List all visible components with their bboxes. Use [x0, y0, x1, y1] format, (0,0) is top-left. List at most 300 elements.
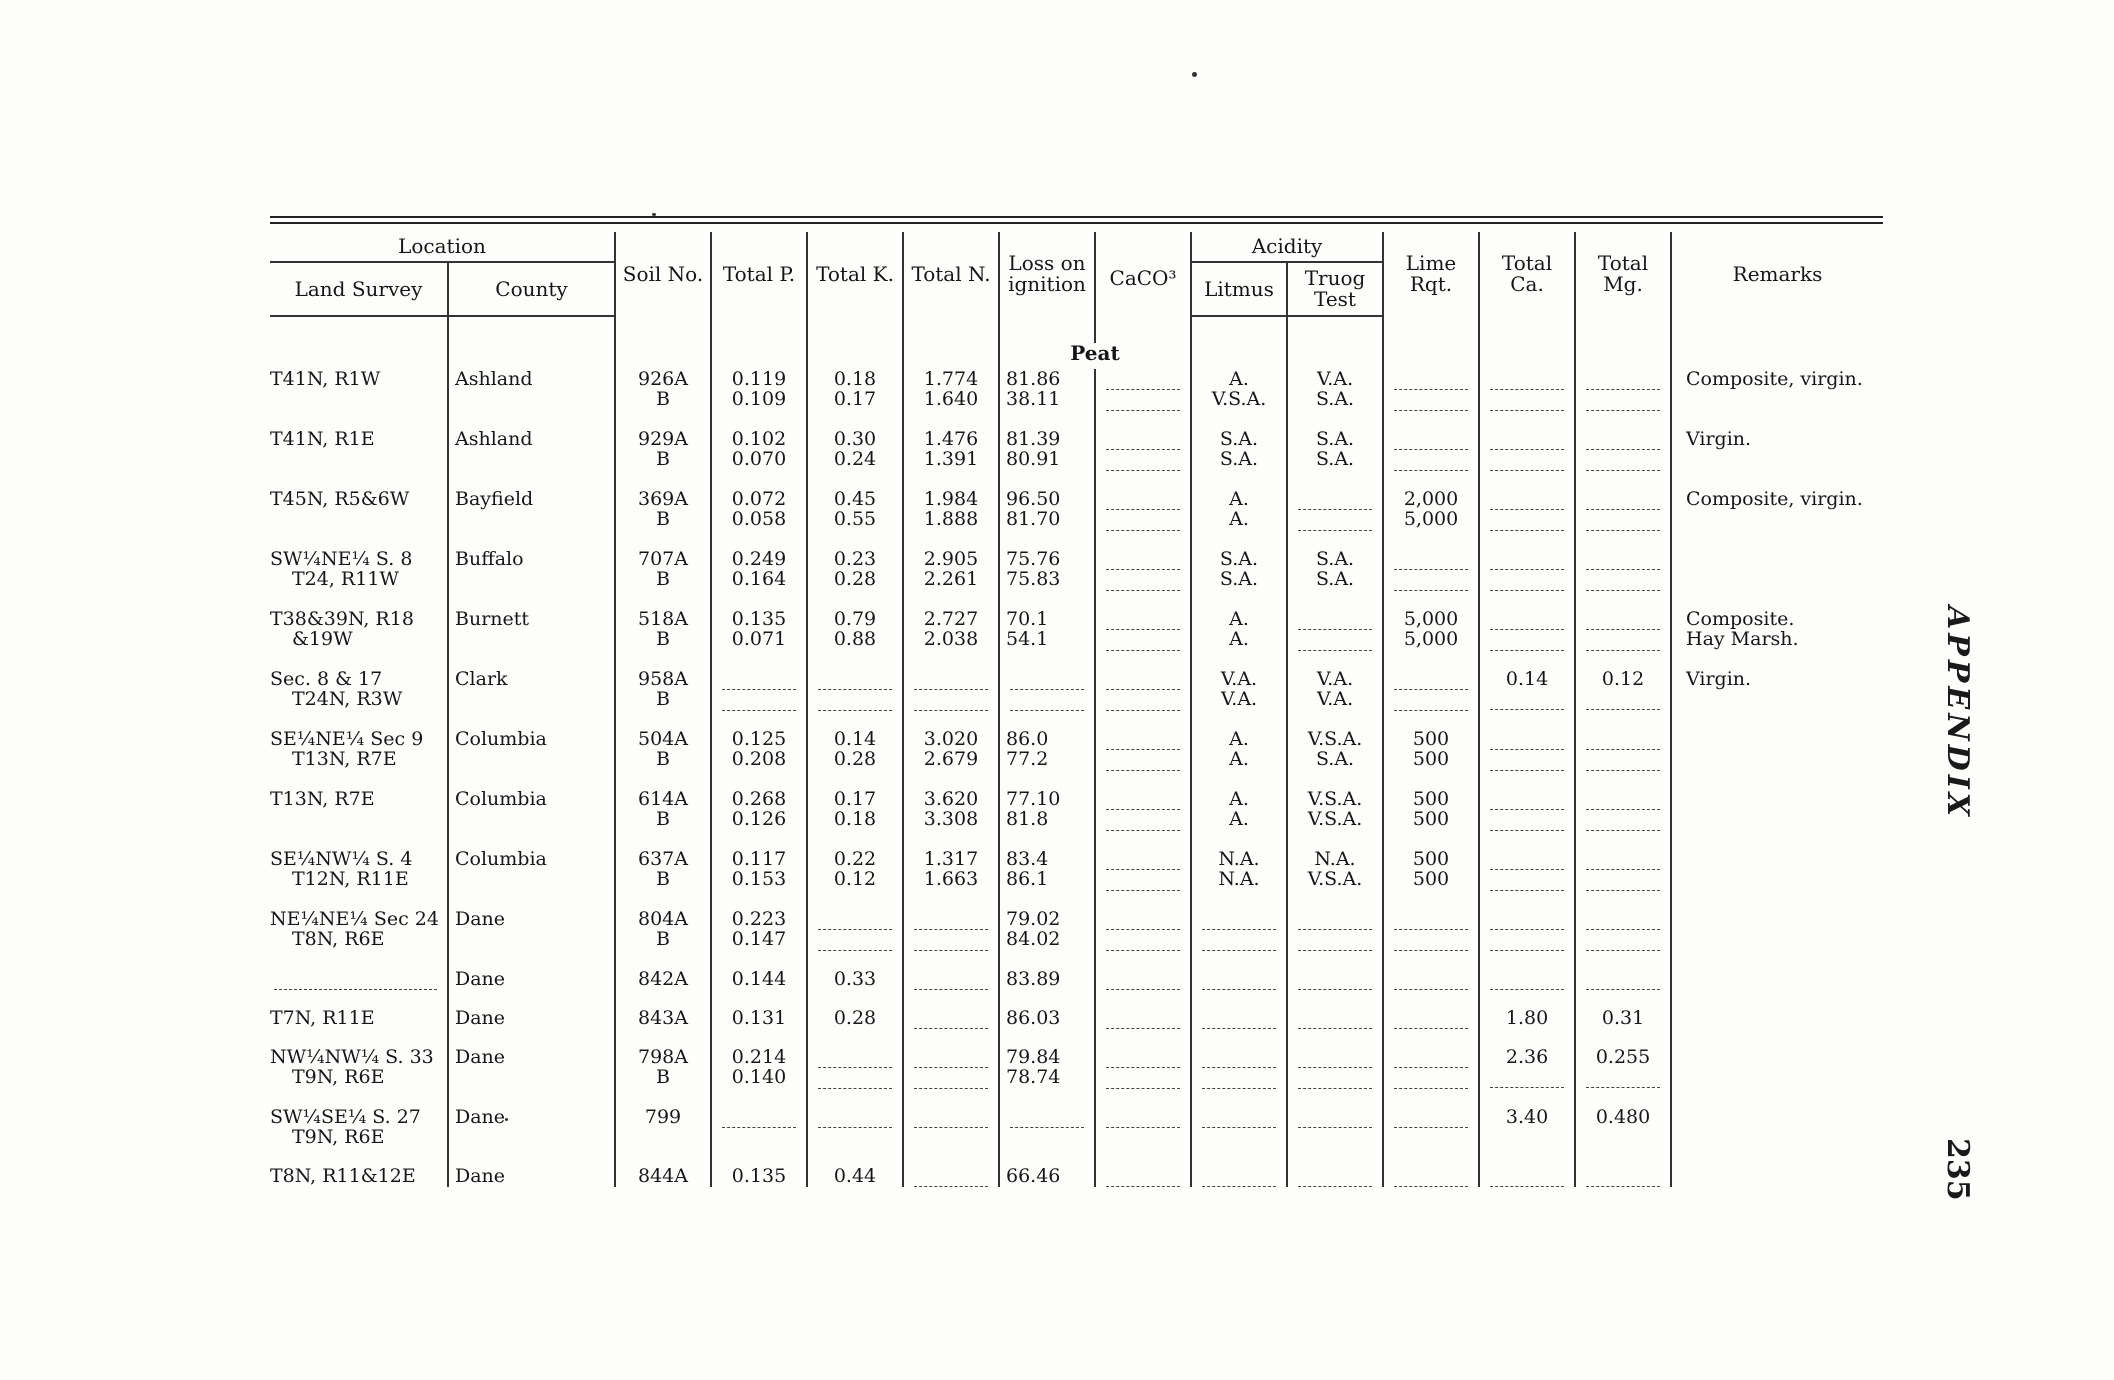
truog-test-value: V.A. — [1316, 668, 1354, 690]
dash-leader — [1490, 630, 1564, 651]
total-k-value: 0.14 — [833, 728, 877, 750]
loss-on-ignition-cell — [999, 1047, 1095, 1089]
dash-leader — [1490, 849, 1564, 870]
section-label-peat: Peat — [1070, 341, 1120, 365]
dash-leader — [1586, 549, 1660, 570]
total-k-cell — [807, 669, 903, 711]
total-k-value: 0.33 — [833, 968, 877, 990]
land-survey-value: T24N, R3W — [292, 688, 403, 710]
dash-leader — [1490, 510, 1564, 531]
lime-rqt-value: 5,000 — [1403, 628, 1459, 650]
dash-leader — [1106, 450, 1180, 471]
dash-leader — [818, 1107, 892, 1128]
soil-no-cell — [615, 729, 711, 771]
dash-leader — [1106, 870, 1180, 891]
caco3-cell — [1095, 1166, 1191, 1187]
loss-on-ignition-cell — [999, 789, 1095, 831]
total-n-value: 2.727 — [923, 608, 979, 630]
dash-leader — [1202, 1047, 1276, 1068]
county-value: Dane — [455, 968, 506, 990]
land-survey-value: T9N, R6E — [292, 1126, 385, 1148]
total-n-value: 1.663 — [923, 868, 979, 890]
remarks-cell — [1671, 729, 1883, 771]
litmus-value: A. — [1229, 748, 1249, 770]
truog-test-header: Truog Test — [1287, 262, 1383, 316]
county-cell — [448, 849, 615, 891]
land-survey-cell — [270, 429, 448, 471]
total-k-cell — [807, 1107, 903, 1148]
total-p-cell — [711, 429, 807, 471]
dash-leader — [1298, 1008, 1372, 1029]
total-k-value: 0.44 — [833, 1165, 877, 1187]
loss-on-ignition-value: 81.8 — [1006, 808, 1049, 830]
table-body — [270, 343, 1883, 1187]
dash-leader — [1394, 1107, 1468, 1128]
county-cell — [448, 789, 615, 831]
total-k-value: 0.18 — [833, 808, 877, 830]
loss-on-ignition-value: 81.39 — [1006, 428, 1061, 450]
dash-leader — [1202, 1068, 1276, 1089]
row-gap — [270, 471, 1883, 489]
land-survey-value: NW¼NW¼ S. 33 — [270, 1046, 434, 1068]
lime-rqt-header: Lime Rqt. — [1383, 232, 1479, 316]
truog-test-cell — [1287, 669, 1383, 711]
lime-rqt-cell — [1383, 1166, 1479, 1187]
dash-leader — [818, 669, 892, 690]
table-row — [270, 969, 1883, 990]
total-k-cell — [807, 549, 903, 591]
dash-leader — [1394, 1166, 1468, 1187]
land-survey-value: NE¼NE¼ Sec 24 — [270, 908, 439, 930]
soil-no-cell — [615, 849, 711, 891]
county-value: Columbia — [455, 848, 547, 870]
soil-no-value: 843A — [638, 1007, 688, 1029]
truog-test-value: V.A. — [1316, 688, 1354, 710]
county-cell — [448, 909, 615, 951]
dash-leader — [1394, 930, 1468, 951]
total-n-value: 1.317 — [923, 848, 979, 870]
total-n-value: 3.620 — [923, 788, 979, 810]
total-mg-cell — [1575, 549, 1671, 591]
truog-test-value: S.A. — [1315, 428, 1355, 450]
dash-leader — [1586, 450, 1660, 471]
litmus-cell — [1191, 609, 1287, 651]
dash-leader — [1106, 1166, 1180, 1187]
total-ca-cell — [1479, 849, 1575, 891]
caco3-cell — [1095, 669, 1191, 711]
dash-leader — [1298, 489, 1372, 510]
soil-no-value: B — [656, 928, 670, 950]
total-k-value: 0.79 — [833, 608, 877, 630]
dash-leader — [1490, 909, 1564, 930]
table-row — [270, 669, 1883, 711]
dash-leader — [1106, 609, 1180, 630]
remarks-value: Composite, virgin. — [1686, 488, 1863, 510]
total-ca-cell — [1479, 609, 1575, 651]
total-p-value: 0.126 — [731, 808, 787, 830]
dash-leader — [1394, 570, 1468, 591]
dash-leader — [1490, 429, 1564, 450]
dash-leader — [1586, 1166, 1660, 1187]
total-n-value: 1.984 — [923, 488, 979, 510]
litmus-cell — [1191, 729, 1287, 771]
dash-leader — [914, 1008, 988, 1029]
dash-leader — [1490, 1067, 1564, 1088]
total-n-cell — [903, 369, 999, 411]
total-k-value: 0.18 — [833, 368, 877, 390]
soil-no-cell — [615, 1008, 711, 1029]
dash-leader — [1394, 909, 1468, 930]
total-ca-value: 2.36 — [1505, 1046, 1549, 1068]
county-cell — [448, 669, 615, 711]
dash-leader — [1490, 969, 1564, 990]
total-k-value: 0.28 — [833, 568, 877, 590]
row-gap — [270, 1089, 1883, 1107]
remarks-cell — [1671, 1047, 1883, 1089]
soil-no-value — [622, 1127, 704, 1147]
soil-no-cell — [615, 1166, 711, 1187]
loss-on-ignition-value: 79.84 — [1006, 1046, 1061, 1068]
dash-leader — [1106, 570, 1180, 591]
caco3-cell — [1095, 969, 1191, 990]
total-mg-cell — [1575, 609, 1671, 651]
loss-on-ignition-value: 38.11 — [1006, 388, 1061, 410]
caco3-cell — [1095, 1107, 1191, 1148]
litmus-cell — [1191, 1008, 1287, 1029]
total-n-cell — [903, 909, 999, 951]
lime-rqt-value: 2,000 — [1403, 488, 1459, 510]
total-mg-value: 0.12 — [1601, 668, 1645, 690]
table-row — [270, 429, 1883, 471]
litmus-cell — [1191, 1047, 1287, 1089]
dash-leader — [1298, 510, 1372, 531]
remarks-cell — [1671, 369, 1883, 411]
land-survey-value: T24, R11W — [292, 568, 399, 590]
remarks-value: Composite, virgin. — [1686, 368, 1863, 390]
total-mg-cell — [1575, 789, 1671, 831]
dash-leader — [1298, 969, 1372, 990]
total-n-cell — [903, 789, 999, 831]
dash-leader — [1298, 930, 1372, 951]
soil-no-cell — [615, 669, 711, 711]
loss-on-ignition-cell — [999, 1107, 1095, 1148]
lime-rqt-cell — [1383, 789, 1479, 831]
total-n-cell — [903, 849, 999, 891]
lime-rqt-cell — [1383, 609, 1479, 651]
total-mg-cell — [1575, 909, 1671, 951]
loss-on-ignition-value: 54.1 — [1006, 628, 1049, 650]
total-n-value: 1.640 — [923, 388, 979, 410]
dash-leader — [1394, 450, 1468, 471]
dash-leader — [914, 1068, 988, 1089]
land-survey-cell — [270, 909, 448, 951]
total-p-cell — [711, 669, 807, 711]
lime-rqt-value: 500 — [1412, 808, 1450, 830]
litmus-value: A. — [1229, 368, 1249, 390]
litmus-value — [1198, 1128, 1280, 1148]
top-rule — [270, 216, 1883, 218]
soil-no-value: 929A — [638, 428, 688, 450]
total-k-cell — [807, 369, 903, 411]
lime-rqt-value: 500 — [1412, 868, 1450, 890]
loss-on-ignition-value: 70.1 — [1006, 608, 1049, 630]
total-n-value: 2.905 — [923, 548, 979, 570]
appendix-side-heading: APPENDIX — [1940, 606, 1975, 821]
dash-leader — [1106, 549, 1180, 570]
truog-test-cell — [1287, 1107, 1383, 1148]
dash-leader — [1586, 729, 1660, 750]
loss-on-ignition-cell — [999, 849, 1095, 891]
dash-leader — [1394, 669, 1468, 690]
total-p-value: 0.214 — [731, 1046, 787, 1068]
total-n-cell — [903, 669, 999, 711]
dash-leader — [914, 690, 988, 711]
dash-leader — [818, 690, 892, 711]
total-p-cell — [711, 969, 807, 990]
soil-no-value: 707A — [638, 548, 688, 570]
remarks-cell — [1671, 909, 1883, 951]
land-survey-value: SW¼SE¼ S. 27 — [270, 1106, 421, 1128]
litmus-value: S.A. — [1219, 428, 1259, 450]
total-k-value: 0.88 — [833, 628, 877, 650]
lime-rqt-cell — [1383, 1047, 1479, 1089]
truog-test-value: V.S.A. — [1307, 868, 1363, 890]
truog-test-value: S.A. — [1315, 568, 1355, 590]
total-mg-cell — [1575, 489, 1671, 531]
loss-on-ignition-value: 86.03 — [1006, 1007, 1061, 1029]
dash-leader — [1394, 549, 1468, 570]
remarks-value: Virgin. — [1686, 428, 1752, 450]
county-cell — [448, 1047, 615, 1089]
dash-leader — [1106, 930, 1180, 951]
litmus-cell — [1191, 969, 1287, 990]
loss-on-ignition-cell — [999, 369, 1095, 411]
litmus-value: V.S.A. — [1211, 388, 1267, 410]
soil-no-value: B — [656, 868, 670, 890]
total-mg-cell — [1575, 969, 1671, 990]
total-p-cell — [711, 369, 807, 411]
total-p-cell — [711, 849, 807, 891]
total-n-header: Total N. — [903, 232, 999, 316]
top-rule-inner — [270, 222, 1883, 224]
litmus-value: S.A. — [1219, 448, 1259, 470]
total-k-header: Total K. — [807, 232, 903, 316]
total-p-value: 0.071 — [731, 628, 787, 650]
loss-on-ignition-value — [1006, 1128, 1088, 1148]
loss-on-ignition-value: 66.46 — [1006, 1165, 1061, 1187]
row-gap — [270, 1148, 1883, 1166]
county-value: Burnett — [455, 608, 530, 630]
total-p-cell — [711, 549, 807, 591]
row-gap — [270, 771, 1883, 789]
total-k-value: 0.55 — [833, 508, 877, 530]
total-p-value: 0.140 — [731, 1066, 787, 1088]
row-gap — [270, 891, 1883, 909]
total-mg-value: 0.480 — [1595, 1106, 1651, 1128]
total-p-value: 0.135 — [731, 1165, 787, 1187]
dash-leader — [1106, 369, 1180, 390]
remarks-cell — [1671, 1008, 1883, 1029]
loss-on-ignition-cell — [999, 669, 1095, 711]
county-value: Dane — [455, 1165, 506, 1187]
dash-leader — [1586, 750, 1660, 771]
caco3-cell — [1095, 609, 1191, 651]
total-k-value: 0.17 — [833, 388, 877, 410]
dash-leader — [1394, 690, 1468, 711]
location-header: Location — [270, 232, 615, 262]
dash-leader — [1586, 810, 1660, 831]
county-cell — [448, 609, 615, 651]
total-ca-header: Total Ca. — [1479, 232, 1575, 316]
lime-rqt-value: 5,000 — [1403, 608, 1459, 630]
truog-test-cell — [1287, 609, 1383, 651]
soil-no-value: B — [656, 1066, 670, 1088]
total-n-cell — [903, 969, 999, 990]
table-row — [270, 729, 1883, 771]
loss-on-ignition-cell — [999, 549, 1095, 591]
lime-rqt-cell — [1383, 909, 1479, 951]
dash-leader — [1106, 729, 1180, 750]
row-gap — [270, 951, 1883, 969]
total-n-cell — [903, 429, 999, 471]
total-p-value: 0.070 — [731, 448, 787, 470]
soil-no-value: B — [656, 508, 670, 530]
total-mg-header: Total Mg. — [1575, 232, 1671, 316]
lime-rqt-value: 5,000 — [1403, 508, 1459, 530]
land-survey-cell — [270, 1008, 448, 1029]
dash-leader — [1586, 689, 1660, 710]
county-value: Clark — [455, 668, 508, 690]
remarks-value: Composite. — [1686, 608, 1795, 630]
land-survey-cell — [270, 669, 448, 711]
dash-leader — [1586, 570, 1660, 591]
caco3-cell — [1095, 489, 1191, 531]
lime-rqt-value — [1390, 1128, 1472, 1148]
soil-no-value: 799 — [644, 1106, 682, 1128]
dash-leader — [1586, 609, 1660, 630]
soil-no-value: 637A — [638, 848, 688, 870]
soil-no-cell — [615, 429, 711, 471]
county-value: Ashland — [455, 428, 533, 450]
total-k-value: 0.12 — [833, 868, 877, 890]
dash-leader — [1490, 729, 1564, 750]
lime-rqt-cell — [1383, 1008, 1479, 1029]
dash-leader — [1586, 489, 1660, 510]
dash-leader — [1298, 909, 1372, 930]
county-value: Dane — [455, 1106, 506, 1128]
land-survey-value: T41N, R1W — [270, 368, 381, 390]
land-survey-value: T7N, R11E — [270, 1007, 375, 1029]
total-p-value: 0.072 — [731, 488, 787, 510]
lime-rqt-cell — [1383, 369, 1479, 411]
loss-on-ignition-cell — [999, 729, 1095, 771]
dash-leader — [1490, 689, 1564, 710]
dash-leader — [1586, 1067, 1660, 1088]
dash-leader — [1106, 1008, 1180, 1029]
total-p-value: 0.208 — [731, 748, 787, 770]
truog-test-value: V.S.A. — [1307, 808, 1363, 830]
truog-test-cell — [1287, 489, 1383, 531]
dash-leader — [1106, 510, 1180, 531]
total-n-value — [910, 1128, 992, 1148]
dash-leader — [1586, 510, 1660, 531]
total-n-value: 1.476 — [923, 428, 979, 450]
loss-on-ignition-value: 78.74 — [1006, 1066, 1061, 1088]
total-ca-value: 3.40 — [1505, 1106, 1549, 1128]
litmus-header: Litmus — [1191, 262, 1287, 316]
dash-leader — [1490, 750, 1564, 771]
land-survey-value: T13N, R7E — [270, 788, 375, 810]
total-p-value: 0.131 — [731, 1007, 787, 1029]
dash-leader — [1394, 369, 1468, 390]
litmus-value: A. — [1229, 628, 1249, 650]
caco3-cell — [1095, 429, 1191, 471]
total-p-cell — [711, 1047, 807, 1089]
land-survey-header: Land Survey — [270, 262, 448, 316]
soil-no-cell — [615, 489, 711, 531]
soil-no-cell — [615, 909, 711, 951]
dash-leader — [1298, 1047, 1372, 1068]
lime-rqt-cell — [1383, 729, 1479, 771]
total-p-cell — [711, 489, 807, 531]
total-k-cell — [807, 729, 903, 771]
row-gap — [270, 711, 1883, 729]
litmus-cell — [1191, 429, 1287, 471]
dash-leader — [1298, 1068, 1372, 1089]
lime-rqt-cell — [1383, 489, 1479, 531]
total-p-value: 0.153 — [731, 868, 787, 890]
land-survey-value: T12N, R11E — [292, 868, 409, 890]
dash-leader — [1490, 549, 1564, 570]
caco3-cell — [1095, 1008, 1191, 1029]
total-p-cell — [711, 1008, 807, 1029]
table-row — [270, 369, 1883, 411]
total-ca-cell — [1479, 789, 1575, 831]
total-p-value: 0.058 — [731, 508, 787, 530]
county-cell — [448, 969, 615, 990]
truog-test-cell — [1287, 849, 1383, 891]
loss-on-ignition-value: 77.2 — [1006, 748, 1049, 770]
litmus-value: V.A. — [1220, 668, 1258, 690]
lime-rqt-value: 500 — [1412, 788, 1450, 810]
table-row — [270, 789, 1883, 831]
total-p-cell — [711, 789, 807, 831]
truog-test-value: S.A. — [1315, 548, 1355, 570]
total-k-value: 0.17 — [833, 788, 877, 810]
dash-leader — [914, 909, 988, 930]
truog-test-cell — [1287, 729, 1383, 771]
lime-rqt-cell — [1383, 1107, 1479, 1148]
soil-no-cell — [615, 969, 711, 990]
county-cell — [448, 1107, 615, 1148]
total-p-value: 0.144 — [731, 968, 787, 990]
row-gap — [270, 531, 1883, 549]
dash-leader — [1490, 489, 1564, 510]
dash-leader — [1586, 630, 1660, 651]
truog-test-value: S.A. — [1315, 448, 1355, 470]
dash-leader — [1586, 390, 1660, 411]
dash-leader — [818, 930, 892, 951]
soil-no-value: 842A — [638, 968, 688, 990]
total-ca-value: 0.14 — [1505, 668, 1549, 690]
total-n-cell — [903, 1047, 999, 1089]
print-speck — [1192, 72, 1197, 77]
dash-leader — [1298, 630, 1372, 651]
total-p-cell — [711, 1107, 807, 1148]
remarks-cell — [1671, 849, 1883, 891]
soil-no-cell — [615, 369, 711, 411]
land-survey-cell — [270, 1166, 448, 1187]
